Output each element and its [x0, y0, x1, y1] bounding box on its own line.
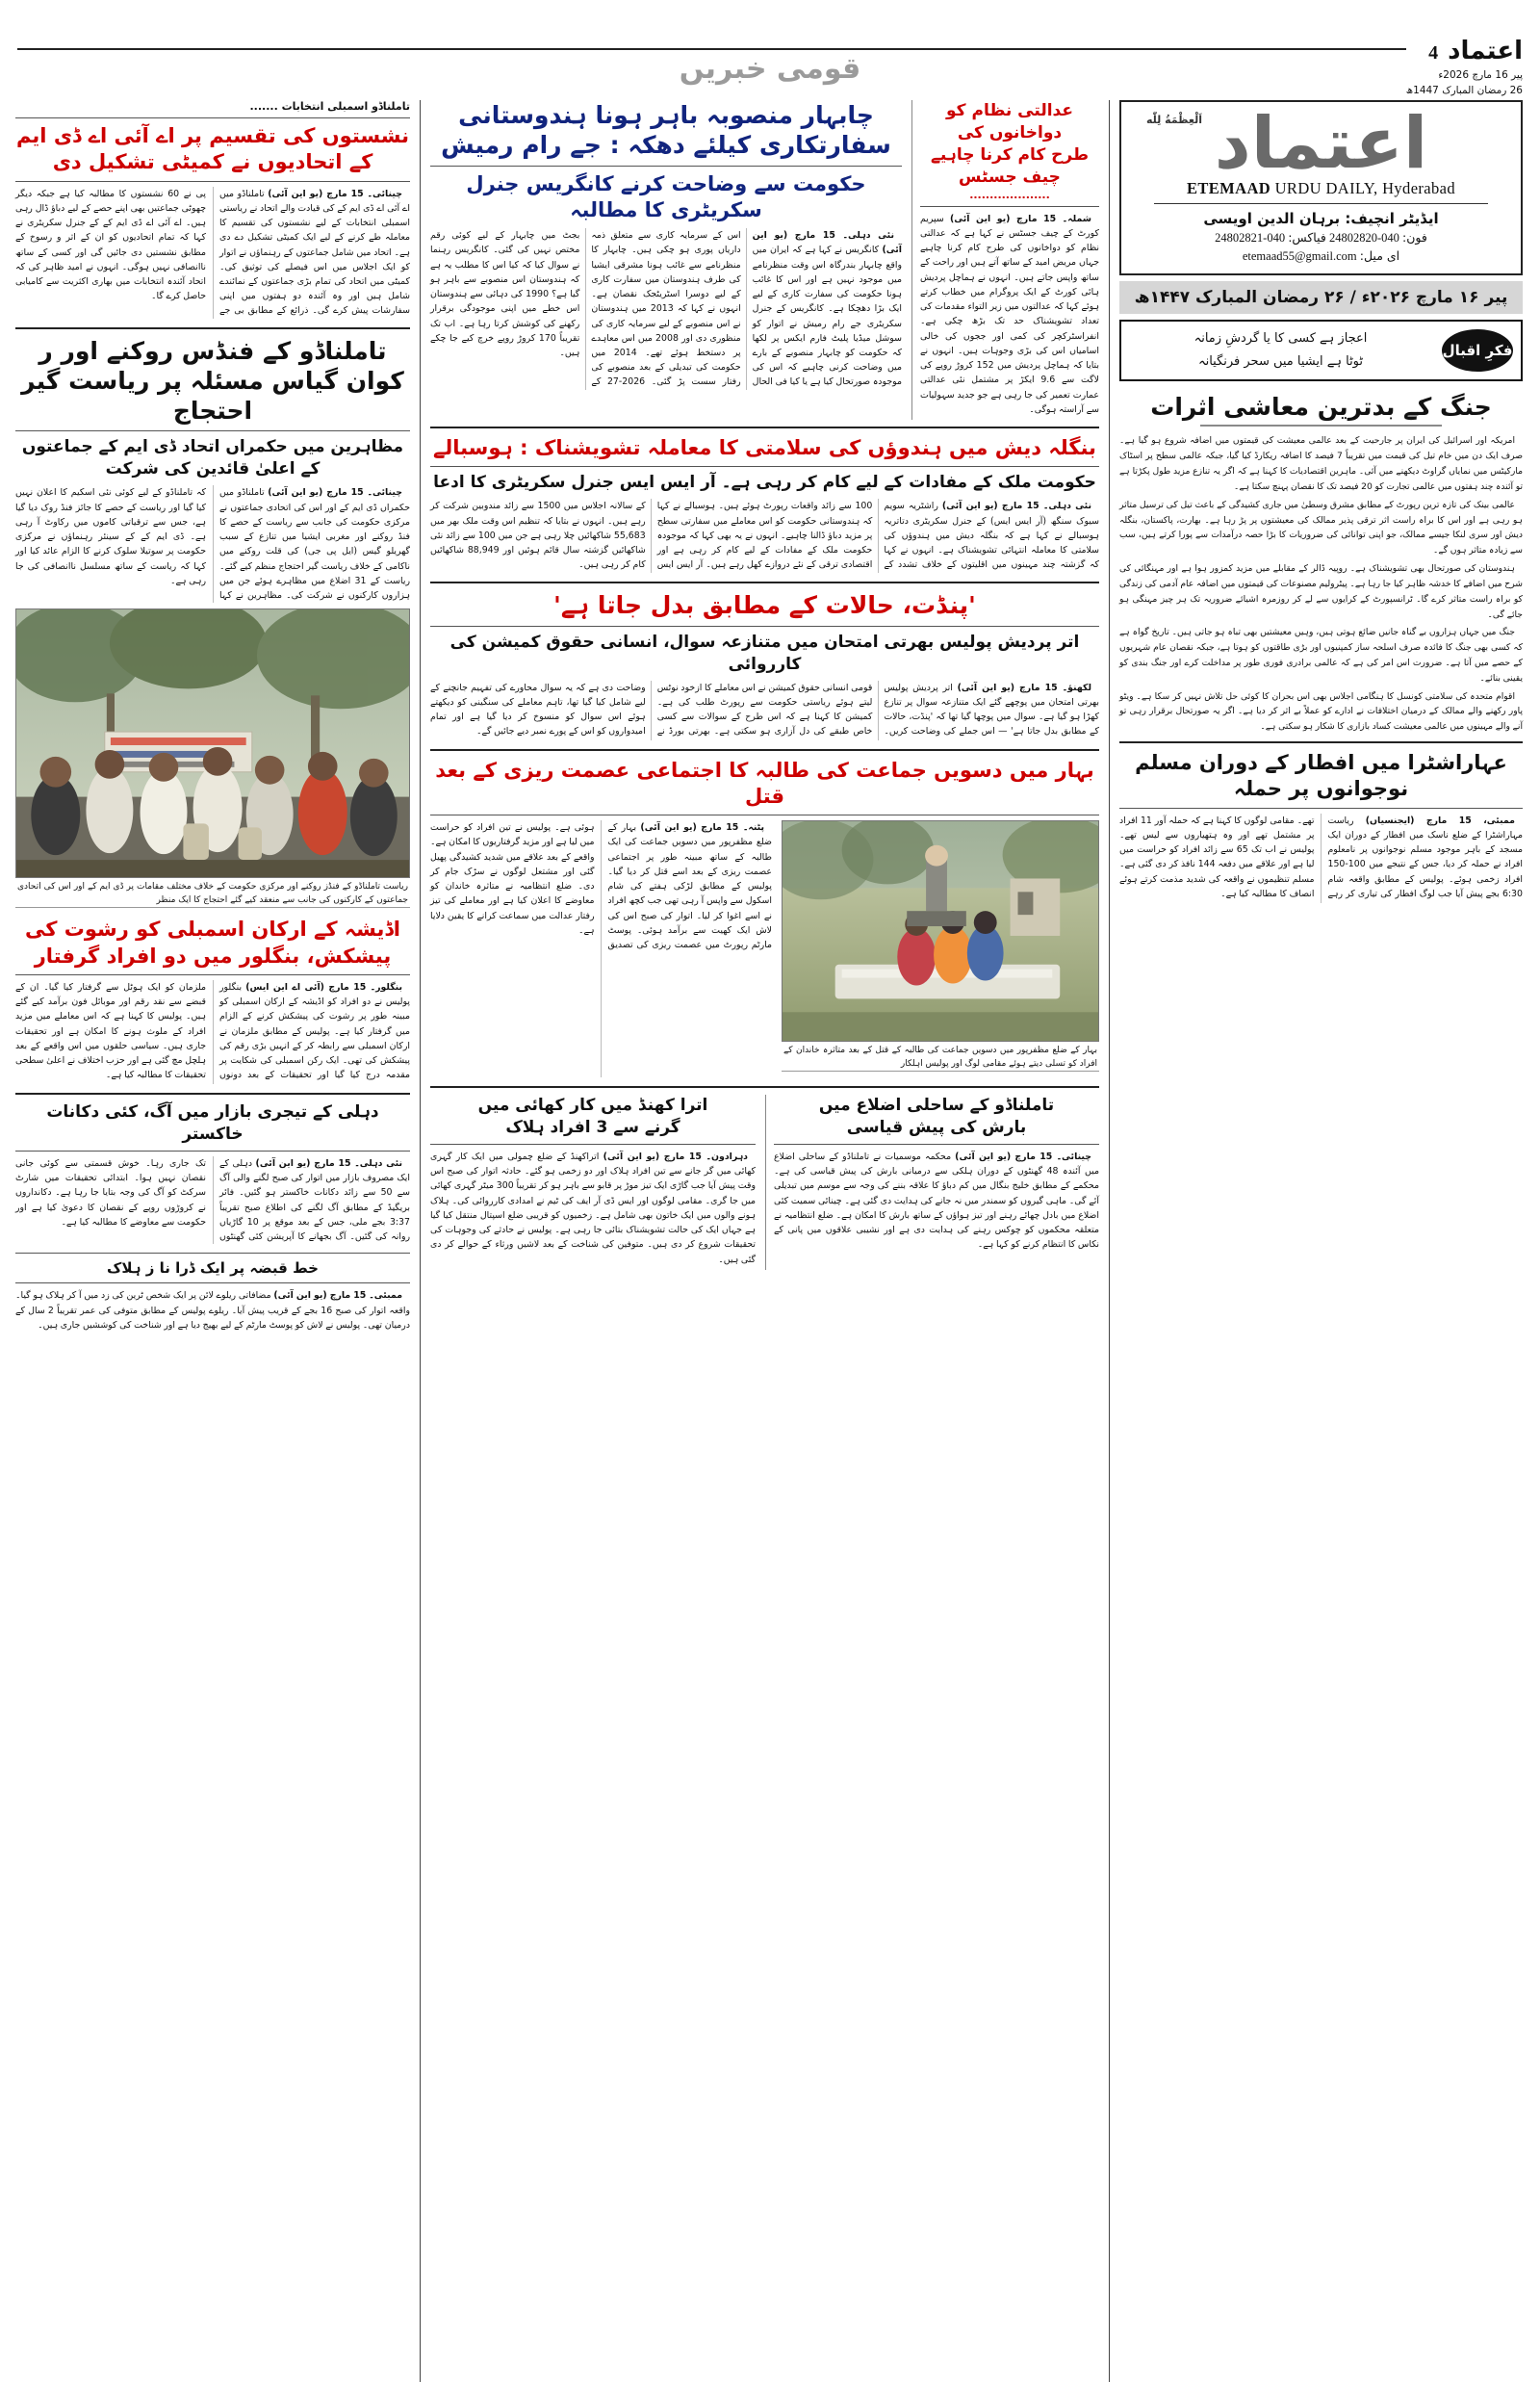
coastal-dateline: چینائی۔ 15 مارچ (یو این آئی) [955, 1151, 1091, 1162]
protest-rule [15, 430, 410, 431]
masthead-phone-line [1131, 230, 1511, 246]
up-headline: 'پنڈت، حالات کے مطابق بدل جاتا ہے' [553, 591, 976, 620]
odisha-text: بنگلور پولیس نے دو افراد کو اڈیشہ کے ارکان اسمبلی کو مبینہ طور پر رشوت کی پیشکش کرنے کے الزام میں گرفتار کیا ہے۔ پولیس کے مطابق ملزمان نے ارکان اسمبلی سے رابطہ کر کے انہیں بڑی رقم کی پیشکش کی تھی۔ ایک رکن اسمبلی کی شکایت پر مقدمہ درج کیا گیا اور تحقیقات کے بعد دونوں ملزمان کو ایک ہوٹل سے گرفتار کیا گیا۔ ان کے قبضے سے نقد رقم اور موبائل فون برآمد کیے گئے ہیں۔ پولیس کا کہنا ہے کہ اس معاملے میں مزید افراد کے ملوث ہونے کا امکان ہے اور تحقیقات جاری ہیں۔ سیاسی حلقوں میں اس واقعے کے بعد ہلچل مچ گئی ہے اور حزب اختلاف نے اعلیٰ سطحی تحقیقات کا مطالبہ کیا ہے۔ [15, 981, 410, 1081]
story-bangladesh [430, 435, 1099, 573]
top-stories-row [430, 100, 1099, 420]
masthead-latin-bold: ETEMAAD [1186, 179, 1271, 198]
cj-headline-line-2: طرح کام کرنا چاہیے [930, 144, 1090, 165]
protest-text: تاملناڈو میں حکمراں ڈی ایم کے اور اس کی اتحادی جماعتوں نے مرکزی حکومت کی جانب سے ریاست کے حصے کا فنڈ روکنے اور مغربی ایشیا میں تنازع کے سبب گھریلو گیس (ایل پی جی) کی قلت روکنے میں ناکامی کے خلاف ریاست گیر احتجاج منظم کیے گئے۔ ریاست کے 31 اضلاع میں مظاہرے ہوئے جن میں ہزاروں کارکنوں نے شرکت کی۔ مظاہرین نے کہا کہ تاملناڈو کے لیے کوئی نئی اسکیم کا اعلان نہیں کیا گیا اور ریاست کے حصے کا جائز فنڈ روک دیا گیا ہے، جس سے ترقیاتی کاموں میں رکاوٹ آ رہی ہے۔ ڈی ایم کے کے سینئر رہنماؤں نے مرکزی حکومت پر سوتیلا سلوک کرنے کا الزام عائد کیا اور کہا کہ ریاست کے ساتھ مسلسل ناانصافی کی جا رہی ہے۔ [15, 487, 411, 601]
cj-text: سپریم کورٹ کے چیف جسٹس نے کہا ہے کہ عدالتی نظام کو دواخانوں کی طرح کام کرنا چاہیے جہاں مریض امید کے ساتھ آتے ہیں اور راحت کے ساتھ واپس جاتے ہیں۔ انہوں نے ہماچل پردیش ہائی کورٹ کے ایک پروگرام میں خطاب کرتے ہوئے کہا کہ عدالتوں میں زیر التواء مقدمات کی تعداد تشویشناک حد تک بڑھ چکی ہے۔ انفراسٹرکچر کی کمی اور ججوں کی خالی اسامیاں اس کی بڑی وجوہات ہیں۔ انہوں نے بتایا کہ ہماچل پردیش میں 152 کروڑ روپے کی لاگت سے 9.6 ایکڑ پر مشتمل نئی عدالتی عمارت تعمیر کی جا رہی ہے جو جدید سہولیات سے آراستہ ہوگی۔ [920, 213, 1099, 415]
divider-rule [430, 749, 1099, 751]
bihar-photo-wrap [782, 820, 1099, 1077]
chabahar-dateline: نئی دہلی۔ 15 مارچ (یو این آئی) [752, 230, 902, 256]
divider-rule [15, 327, 410, 329]
chabahar-text: کانگریس نے کہا ہے کہ ایران میں واقع چابہار بندرگاہ اس وقت منظرنامے میں موجود نہیں ہے اور اس کا غائب ہونا حکومت کی سفارت کاری کے لیے ایک بڑا دھچکا ہے۔ کانگریس کے جنرل سکریٹری جے رام رمیش نے اتوار کو سوشل میڈیا پلیٹ فارم ایکس پر لکھا کہ حکومت کو چابہار منصوبے کے بارے میں وضاحت کرنی چاہیے کہ اس کی موجودہ صورتحال کیا ہے یا کیا فی الحال اس کے سرمایہ کاری سے متعلق ذمہ داریاں پوری ہو چکی ہیں۔ چابہار کا منظرنامے سے غائب ہونا مشرقی ایشیا کی طرف ہندوستان میں سفارت کاری کے لیے دوسرا اسٹریٹجک نقصان ہے۔ انہوں نے کہا کہ 2013 میں ہندوستان نے اس منصوبے کے لیے سرمایہ کاری کی منظوری دی اور 2008 میں اس معاہدے پر دستخط ہوئے تھے۔ 2014 میں حکومت کی تبدیلی کے بعد منصوبے کی رفتار سست پڑ گئی۔ 2026-27 کے بجٹ میں چابہار کے لیے کوئی رقم مختص نہیں کی گئی۔ کانگریس رہنما نے سوال کیا کہ کیا اس کا مطلب یہ ہے کہ ہندوستان اس منصوبے سے باہر ہو گیا ہے؟ 1990 کی دہائی سے ہندوستان اس خطے میں اپنی موجودگی برقرار رکھنے کی کوشش کرتا رہا ہے۔ اب تک تقریباً 170 کروڑ روپے خرچ کیے جا چکے ہیں۔ [430, 230, 902, 388]
up-text: اتر پردیش پولیس بھرتی امتحان میں پوچھے گئے ایک متنازعہ سوال پر تنازع کھڑا ہو گیا ہے۔ سوال میں پوچھا گیا تھا کہ 'پنڈت، حالات کے مطابق بدل جاتا ہے' — اس جملے کی وضاحت کریں۔ قومی انسانی حقوق کمیشن نے اس معاملے کا ازخود نوٹس لیتے ہوئے ریاستی حکومت سے رپورٹ طلب کی ہے۔ کمیشن کا کہنا ہے کہ اس طرح کے سوالات سے کسی خاص طبقے کی دل آزاری ہو سکتی ہے۔ بھرتی بورڈ نے وضاحت دی ہے کہ یہ سوال محاورے کی تفہیم جانچنے کے لیے شامل کیا گیا تھا، تاہم معاملے کی سنگینی کو دیکھتے ہوئے اس سوال کو منسوخ کر دیا گیا ہے اور تمام امیدواروں کو اس کے پورے نمبر دیے جائیں گے۔ [430, 682, 1099, 738]
protest-body [15, 485, 410, 603]
crash-headline-line-2: گرنے سے 3 افراد ہلاک [505, 1118, 680, 1138]
phone-label: فون: [1402, 230, 1427, 246]
folio-logo: اعتماد [1448, 37, 1523, 65]
tn-kicker: تاملناڈو اسمبلی انتخابات ....... [249, 100, 410, 113]
odisha-body [15, 980, 410, 1084]
column-left [15, 100, 420, 2382]
iqbal-line-1: اعجاز ہے کسی کا یا گردشِ زمانہ [1194, 331, 1368, 347]
coastal-headline-line-1: تاملناڈو کے ساحلی اضلاع میں [818, 1096, 1055, 1116]
story-chabahar [430, 100, 902, 420]
odisha-dateline: بنگلور۔ 15 مارچ (آئی اے این ایس) [245, 981, 403, 993]
folio-left [1406, 13, 1523, 99]
email-address[interactable]: etemaad55@gmail.com [1242, 249, 1357, 264]
bihar-photo-caption: بہار کے ضلع مظفرپور میں دسویں جماعت کی طالبہ کے قتل کے بعد متاثرہ خاندان کے افراد کو تسلی دیتے ہوئے مقامی لوگ اور پولیس اہلکار [782, 1042, 1099, 1072]
date-bar: پیر ۱۶ مارچ ۲۰۲۶ء / ۲۶ رمضان المبارک ۱۴۴۷ھ [1119, 281, 1523, 314]
cj-dots: .................... [969, 188, 1050, 201]
fax-label: فیاکس: [1288, 230, 1326, 246]
coastal-rule [774, 1144, 1099, 1145]
coastal-body [774, 1150, 1099, 1253]
coastal-text: محکمہ موسمیات نے تاملناڈو کے ساحلی اضلاع میں آئندہ 48 گھنٹوں کے دوران ہلکی سے درمیانی بارش کی پیش قیاسی کی ہے۔ محکمے کے مطابق خلیج بنگال میں کم دباؤ کا علاقہ بننے کی وجہ سے موسم میں تبدیلی آئے گی۔ ماہی گیروں کو سمندر میں نہ جانے کی ہدایت دی گئی ہے۔ چینائی سمیت کئی اضلاع میں بادل چھائے رہنے اور تیز ہواؤں کے ساتھ بارش کا امکان ہے۔ ضلع انتظامیہ نے متعلقہ محکموں کو چوکس رہنے کی ہدایت دی ہے اور نشیبی علاقوں میں پانی کے نکاس کا انتظام کرنے کو کہا ہے۔ [774, 1151, 1099, 1251]
bangladesh-body [430, 499, 1099, 573]
bihar-dateline: پٹنہ۔ 15 مارچ (یو این آئی) [640, 822, 764, 834]
divider-rule [15, 1093, 410, 1095]
masthead [1119, 100, 1523, 275]
cj-body [920, 212, 1099, 417]
bangladesh-dateline: نئی دہلی۔ 15 مارچ (یو این آئی) [941, 501, 1091, 512]
masthead-email-line [1131, 248, 1511, 264]
crash-rule [430, 1144, 756, 1145]
story-protest [15, 336, 410, 909]
bangladesh-text: راشٹریہ سویم سیوک سنگھ (آر ایس ایس) کے جنرل سکریٹری دتاتریہ ہوسبالے نے کہا ہے کہ بنگلہ دیش میں ہندوؤں کی سلامتی کا معاملہ انتہائی تشویشناک ہے۔ انہوں نے کہا کہ گزشتہ چند مہینوں میں اقلیتوں کے خلاف تشدد کے 100 سے زائد واقعات رپورٹ ہوئے ہیں۔ ہوسبالے نے کہا کہ ہندوستانی حکومت کو اس معاملے میں سفارتی سطح پر مزید دباؤ ڈالنا چاہیے۔ انہوں نے یہ بھی کہا کہ موجودہ حکومت ملک کے مفادات کے لیے کام کر رہی ہے اور اقتصادی ترقی کے نئے دروازے کھل رہے ہیں۔ آر ایس ایس کے سالانہ اجلاس میں 1500 سے زائد مندوبین شرکت کر رہے ہیں۔ انہوں نے بتایا کہ تنظیم اس وقت ملک بھر میں 55,683 شاکھائیں چلا رہی ہے جن میں 100 سے زائد نئی شاکھائیں گزشتہ سال قائم ہوئیں اور 88,949 شاکھائیں کام کر رہی ہیں۔ [430, 501, 1099, 571]
bismillah-text: اَلْعِظْمَةُ لِلّٰه [1146, 114, 1202, 126]
bangladesh-subhead: حکومت ملک کے مفادات کے لیے کام کر رہی ہے۔ آر ایس ایس جنرل سکریٹری کا ادعا [433, 473, 1096, 493]
up-body [430, 681, 1099, 740]
bangladesh-rule [430, 466, 1099, 467]
maharashtra-text: ریاست مہاراشٹرا کے ضلع ناسک میں افطار کے دوران ایک مسجد کے باہر موجود مسلم نوجوانوں پر نامعلوم افراد نے حملہ کر دیا، جس کے نتیجے میں 100-150 افراد زخمی ہوئے۔ پولیس کے مطابق واقعہ شام 6:30 بجے پیش آیا جب لوگ افطار کی تیاری کر رہے تھے۔ مقامی لوگوں کا کہنا ہے کہ حملہ آور 11 افراد پر مشتمل تھے اور وہ ہتھیاروں سے لیس تھے۔ پولیس نے اب تک 65 سے زائد افراد کو حراست میں لیا ہے اور علاقے میں دفعہ 144 نافذ کر دی گئی ہے۔ مسلم تنظیموں نے واقعہ کی شدید مذمت کرتے ہوئے انصاف کا مطالبہ کیا ہے۔ [1119, 815, 1523, 899]
editorial-para: جنگ میں جہاں ہزاروں بے گناہ جانیں ضائع ہوتی ہیں، وہیں معیشتیں بھی تباہ ہو جاتی ہیں۔ تاریخ گواہ ہے کہ کسی بھی جنگ کا فائدہ صرف اسلحہ ساز کمپنیوں اور بڑی طاقتوں کو ہوتا ہے، جبکہ نقصان عام شہریوں کے حصے میں آتا ہے۔ ضرورت اس امر کی ہے کہ عالمی برادری فوری طور پر مداخلت کرے اور جنگ بندی کو یقینی بنائے۔ [1119, 627, 1523, 684]
protest-photo [15, 608, 410, 878]
column-right [1109, 100, 1523, 2382]
iqbal-badge: فکرِ اقبال [1442, 329, 1513, 372]
protest-dateline: چینائی۔ 15 مارچ (یو این آئی) [268, 487, 402, 499]
email-label: ای میل: [1359, 248, 1400, 264]
tn-dateline: چینائی۔ 15 مارچ (یو این آئی) [268, 188, 402, 199]
tn-body [15, 187, 410, 319]
cj-rule [920, 206, 1099, 207]
story-maharashtra-attack [1119, 750, 1523, 903]
story-bihar [430, 758, 1099, 1078]
editorial-headline: جنگ کے بدترین معاشی اثرات [1150, 393, 1492, 422]
fire-headline: دہلی کے تیجری بازار میں آگ، کئی دکانات خاکستر [46, 1101, 379, 1144]
maharashtra-body [1119, 814, 1523, 903]
chabahar-rule [430, 166, 902, 167]
chabahar-headline: چابہار منصوبہ باہر ہونا ہندوستانی سفارتکاری کیلئے دھکہ : جے رام رمیش [441, 101, 891, 160]
fire-body [15, 1156, 410, 1244]
editorial-body [1119, 433, 1523, 735]
masthead-editor: ایڈیٹر انچیف: برہان الدین اویسی [1203, 210, 1439, 228]
editorial-rule [1200, 425, 1442, 427]
maharashtra-dateline: ممبئی، 15 مارچ (ایجنسیاں) [1365, 815, 1515, 826]
page-folio [17, 13, 1523, 96]
bihar-text: بہار کے ضلع مظفرپور میں دسویں جماعت کی ایک طالبہ کے ساتھ مبینہ طور پر اجتماعی عصمت ریزی کے بعد اسے قتل کر دیا گیا۔ پولیس کے مطابق لڑکی ہفتے کی شام اسکول سے واپس آ رہی تھی جب کچھ افراد نے اسے اغوا کر لیا۔ اتوار کی صبح اس کی لاش ایک کھیت سے برآمد ہوئی۔ پوسٹ مارٹم رپورٹ میں عصمت ریزی کی تصدیق ہوئی ہے۔ پولیس نے تین افراد کو حراست میں لیا ہے اور مزید گرفتاریوں کا امکان ہے۔ واقعے کے بعد علاقے میں شدید کشیدگی پھیل گئی اور مشتعل لوگوں نے سڑک جام کر دی۔ ضلع انتظامیہ نے متاثرہ خاندان کو معاوضے کا اعلان کیا ہے اور معاملے کی تیز رفتار عدالت میں سماعت کرانے کا یقین دلایا ہے۔ [430, 822, 772, 950]
divider-rule [430, 1086, 1099, 1088]
bihar-headline: بہار میں دسویں جماعت کی طالبہ کا اجتماعی عصمت ریزی کے بعد قتل [435, 758, 1094, 808]
train-body [15, 1288, 410, 1333]
tn-rule [15, 181, 410, 182]
story-delhi-fire [15, 1101, 410, 1244]
story-train-accident [15, 1258, 410, 1333]
protest-subhead: مظاہرین میں حکمراں اتحاد ڈی ایم کے جماعتوں کے اعلیٰ قائدین کی شرکت [21, 437, 404, 479]
crash-dateline: دہرادون۔ 15 مارچ (یو این آئی) [603, 1151, 748, 1162]
masthead-latin-rest: URDU DAILY, Hyderabad [1270, 179, 1456, 198]
maharashtra-headline: عہاراشٹرا میں افطار کے دوران مسلم نوجوانوں پر حملہ [1135, 751, 1507, 801]
train-headline: خط قبضہ پر ایک ڈرا نا ز ہلاک [107, 1259, 319, 1278]
chabahar-subhead: حکومت سے وضاحت کرنے کانگریس جنرل سکریٹری کا مطالبہ [466, 171, 866, 221]
cj-headline-line-3: چیف جسٹس [959, 167, 1061, 187]
masthead-logo [1131, 102, 1511, 185]
divider-rule [430, 582, 1099, 583]
fire-rule [15, 1151, 410, 1152]
phone-number: 040-24802820 [1328, 231, 1399, 246]
crash-headline-line-1: اترا کھنڈ میں کار کھائی میں [477, 1096, 708, 1116]
story-up-police [430, 590, 1099, 739]
bihar-body [430, 820, 772, 1077]
fire-text: دہلی کے ایک مصروف بازار میں اتوار کی صبح لگنے والی آگ سے 50 سے زائد دکانات خاکستر ہو گئیں۔ فائر بریگیڈ کے مطابق آگ لگنے کی اطلاع صبح تقریباً 3:37 بجے ملی، جس کے بعد موقع پر 10 گاڑیاں روانہ کی گئیں۔ آگ بجھانے کا آپریشن کئی گھنٹوں تک جاری رہا۔ خوش قسمتی سے کوئی جانی نقصان نہیں ہوا۔ ابتدائی تحقیقات میں شارٹ سرکٹ کو آگ کی وجہ بتایا جا رہا ہے۔ دکانداروں نے کروڑوں روپے کے نقصان کا دعویٰ کیا ہے اور حکومت سے معاوضے کا مطالبہ کیا ہے۔ [15, 1157, 411, 1242]
column-middle [420, 100, 1109, 2382]
story-chief-justice [911, 100, 1099, 420]
folio-date-hijri: 26 رمضان المبارک 1447ھ [1405, 85, 1523, 97]
iqbal-line-2: ٹوٹا ہے ایشیا میں سحر فرنگیانہ [1197, 354, 1364, 370]
odisha-rule [15, 974, 410, 975]
page-grid [17, 100, 1523, 2382]
headline-rule [1119, 808, 1523, 809]
story-tamilnadu-elections [15, 100, 410, 319]
folio-page-number: 4 [1428, 42, 1439, 64]
odisha-headline: اڈیشہ کے ارکان اسمبلی کو رشوت کی پیشکش، بنگلور میں دو افراد گرفتار [25, 918, 400, 968]
fire-dateline: نئی دہلی۔ 15 مارچ (یو این آئی) [255, 1157, 402, 1169]
editorial-para: عالمی بینک کی تازہ ترین رپورٹ کے مطابق مشرق وسطیٰ میں جاری کشیدگی کے باعث تیل کی ترسیل متاثر ہو رہی ہے اور اس کا براہ راست اثر ترقی پذیر ممالک کی معیشتوں پر پڑ رہا ہے۔ بھارت، پاکستان، بنگلہ دیش اور سری لنکا جیسے ممالک، جو اپنی توانائی کی ضروریات کا بڑا حصہ درآمدات سے پورا کرتے ہیں، سب سے زیادہ متاثر ہوں گے۔ [1119, 499, 1523, 556]
chabahar-body [430, 228, 902, 390]
story-uttarakhand-crash [430, 1095, 756, 1270]
crash-text: اتراکھنڈ کے ضلع چمولی میں ایک کار گہری کھائی میں گر جانے سے تین افراد ہلاک اور دو زخمی ہو گئے۔ حادثہ اتوار کی صبح اس وقت پیش آیا جب گاڑی ایک تیز موڑ پر قابو سے باہر ہو کر تقریباً 300 میٹر گہری کھائی میں جا گری۔ مقامی لوگوں اور ایس ڈی آر ایف کی ٹیم نے امدادی کارروائی کی۔ ہلاک ہونے والوں میں ایک خاتون بھی شامل ہے۔ زخمیوں کو قریبی ضلع اسپتال منتقل کیا گیا ہے جہاں ایک کی حالت تشویشناک بتائی جا رہی ہے۔ پولیس نے حادثے کی وجوہات کی تحقیقات شروع کر دی ہیں۔ متوفین کی شناخت کے بعد لاشیں ورثاء کے حوالے کر دی گئی ہیں۔ [430, 1151, 756, 1265]
tn-kicker-rule [15, 117, 410, 118]
masthead-divider [1154, 203, 1488, 204]
fikr-e-iqbal-box [1119, 320, 1523, 381]
iqbal-couplet [1129, 327, 1432, 374]
bihar-layout [430, 820, 1099, 1077]
up-dateline: لکھنؤ۔ 15 مارچ (یو این آئی) [957, 682, 1091, 693]
folio-date-gregorian: پیر 16 مارچ 2026ء [1438, 69, 1523, 81]
section-title: قومی خبریں [679, 52, 861, 86]
masthead-logo-text: اعتماد [1214, 102, 1428, 185]
bangladesh-headline: بنگلہ دیش میں ہندوؤں کی سلامتی کا معاملہ تشویشناک : ہوسبالے [433, 436, 1096, 460]
editorial-para: اقوام متحدہ کی سلامتی کونسل کا ہنگامی اجلاس بھی اس بحران کا کوئی حل تلاش نہیں کر سکا ہے۔ ویٹو پاور رکھنے والے ممالک کے درمیان اختلافات نے ادارے کو عملاً بے اثر کر دیا ہے۔ اگر یہ صورتحال برقرار رہی تو آنے والے مہینوں میں عالمی معیشت کساد بازاری کا شکار ہو سکتی ہے۔ [1119, 690, 1523, 733]
divider-rule [15, 1253, 410, 1254]
tn-text: تاملناڈو میں اے آئی اے ڈی ایم کے کی قیادت والے اتحاد نے ریاستی اسمبلی انتخابات کے لیے نشستوں کی تقسیم کا معاملہ طے کرنے کے لیے ایک کمیٹی تشکیل دے دی ہے۔ اتحاد میں شامل جماعتوں کے رہنماؤں نے اتوار کو ایک اجلاس میں اس فیصلے کی توثیق کی۔ کمیٹی میں اتحاد کی تمام بڑی جماعتوں کے نمائندے شامل ہیں اور وہ آئندہ دو ہفتوں میں اپنی سفارشات پیش کرے گی۔ ذرائع کے مطابق بی جے پی نے 60 نشستوں کا مطالبہ کیا ہے جبکہ دیگر چھوٹی جماعتیں بھی اپنے حصے کے لیے دباؤ ڈال رہی ہیں۔ اے آئی اے ڈی ایم کے کے جنرل سکریٹری نے کہا کہ تمام اتحادیوں کو ان کے اثر و رسوخ کے مطابق نشستیں دی جائیں گی اور کسی کے ساتھ ناانصافی نہیں ہوگی۔ انہوں نے امید ظاہر کی کہ اتحاد آئندہ انتخابات میں بھاری اکثریت سے کامیابی حاصل کرے گا۔ [15, 188, 410, 317]
train-rule [15, 1282, 410, 1283]
folio-rule [17, 48, 1523, 50]
crash-body [430, 1150, 756, 1267]
up-subhead: اتر پردیش پولیس بھرتی امتحان میں متنازعہ سوال، انسانی حقوق کمیشن کی کارروائی [449, 632, 1080, 674]
editorial-para: ہندوستان کی صورتحال بھی تشویشناک ہے۔ روپیہ ڈالر کے مقابلے میں مزید کمزور ہوا ہے اور مہنگائی کی شرح میں اضافے کا خدشہ ظاہر کیا جا رہا ہے۔ پیٹرولیم مصنوعات کی قیمتوں میں اضافہ عام آدمی کی زندگی کو براہ راست متاثر کرے گا۔ ٹرانسپورٹ کے کرایوں سے لے کر روزمرہ اشیائے ضروریہ تک ہر چیز مہنگی ہو جائے گی۔ [1119, 563, 1523, 620]
train-dateline: ممبئی۔ 15 مارچ (یو این آئی) [273, 1290, 402, 1302]
tn-headline: نشستوں کی تقسیم پر اے آئی اے ڈی ایم کے اتحادیوں نے کمیٹی تشکیل دی [15, 124, 410, 174]
protest-headline: تاملناڈو کے فنڈس روکنے اور ر کوان گیاس مسئلہ پر ریاست گیر احتجاج [21, 336, 404, 426]
train-text: مضافاتی ریلوے لائن پر ایک شخص ٹرین کی زد میں آ کر ہلاک ہو گیا۔ واقعہ اتوار کی صبح 16 بجے کے قریب پیش آیا۔ ریلوے پولیس کے مطابق متوفی کی عمر تقریباً 2 سال کے درمیان تھی۔ پولیس نے لاش کو پوسٹ مارٹم کے لیے بھیج دیا ہے اور شناخت کی کوششیں جاری ہیں۔ [15, 1290, 410, 1331]
coastal-headline-line-2: بارش کی پیش قیاسی [846, 1118, 1027, 1138]
cj-dateline: شملہ۔ 15 مارچ (یو این آئی) [950, 213, 1091, 224]
story-coastal-rain [765, 1095, 1099, 1270]
bottom-stories-row [430, 1095, 1099, 1270]
divider-rule [430, 427, 1099, 428]
story-odisha-bribe [15, 917, 410, 1084]
editorial-para: امریکہ اور اسرائیل کی ایران پر جارحیت کے بعد عالمی معیشت کی قیمتوں میں اضافہ شروع ہو گیا ہے۔ صرف ایک دن میں خام تیل کی قیمت میں تقریباً 7 فیصد کا اضافہ ریکارڈ کیا گیا، جبکہ عالمی سطح پر اسٹاک مارکیٹس میں نمایاں گراوٹ دیکھنے میں آئی۔ ماہرین اقتصادیات کا کہنا ہے کہ اگر یہ تنازع مزید طول پکڑتا ہے تو آئندہ چند ہفتوں میں عالمی تجارت کو 20 فیصد تک کا نقصان پہنچ سکتا ہے۔ [1119, 435, 1523, 492]
fax-number: 040-24802821 [1215, 231, 1286, 246]
divider-rule [1119, 741, 1523, 743]
protest-photo-caption: ریاست تاملناڈو کے فنڈز روکنے اور مرکزی حکومت کے خلاف مختلف مقامات پر ڈی ایم کے اور اس کی اتحادی جماعتوں کے کارکنوں کی جانب سے منعقد کیے گئے احتجاج کا ایک منظر [15, 878, 410, 908]
bihar-photo [782, 820, 1099, 1042]
cj-headline-line-1: عدالتی نظام کو دواخانوں کی [946, 101, 1073, 142]
up-rule [430, 626, 1099, 627]
